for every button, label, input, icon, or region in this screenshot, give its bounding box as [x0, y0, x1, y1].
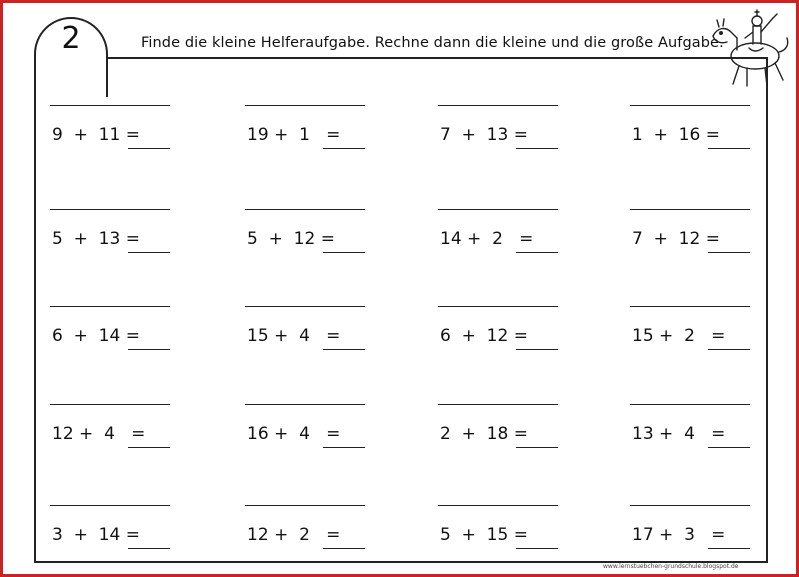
- answer-line[interactable]: [708, 148, 750, 149]
- helper-task-line[interactable]: [630, 404, 750, 405]
- answer-line[interactable]: [516, 349, 558, 350]
- answer-line[interactable]: [128, 447, 170, 448]
- task-cell: [50, 306, 180, 366]
- task-cell: [245, 306, 375, 366]
- answer-line[interactable]: [516, 252, 558, 253]
- answer-line[interactable]: [323, 447, 365, 448]
- helper-task-line[interactable]: [438, 306, 558, 307]
- helper-task-line[interactable]: [245, 105, 365, 106]
- helper-task-line[interactable]: [245, 505, 365, 506]
- answer-line[interactable]: [708, 252, 750, 253]
- answer-line[interactable]: [128, 349, 170, 350]
- task-cell: [438, 105, 568, 165]
- helper-task-line[interactable]: [245, 306, 365, 307]
- footer-credit: www.lernstuebchen-grundschule.blogspot.de: [603, 563, 739, 570]
- helper-task-line[interactable]: [438, 105, 558, 106]
- answer-line[interactable]: [708, 447, 750, 448]
- helper-task-line[interactable]: [50, 505, 170, 506]
- knight-horse-icon: [703, 8, 793, 93]
- task-number: 2: [61, 21, 81, 56]
- task-cell: [438, 404, 568, 464]
- answer-line[interactable]: [516, 548, 558, 549]
- task-cell: [245, 105, 375, 165]
- task-cell: [630, 105, 760, 165]
- task-cell: [50, 505, 180, 565]
- equation-text: 6 + 14 =: [52, 326, 140, 346]
- answer-line[interactable]: [516, 447, 558, 448]
- helper-task-line[interactable]: [245, 209, 365, 210]
- helper-task-line[interactable]: [50, 105, 170, 106]
- equation-text: 15 + 4 =: [247, 326, 341, 346]
- answer-line[interactable]: [323, 548, 365, 549]
- task-cell: [50, 404, 180, 464]
- equation-text: 3 + 14 =: [52, 525, 140, 545]
- equation-text: 17 + 3 =: [632, 525, 726, 545]
- answer-line[interactable]: [323, 349, 365, 350]
- helper-task-line[interactable]: [245, 404, 365, 405]
- helper-task-line[interactable]: [50, 306, 170, 307]
- equation-text: 14 + 2 =: [440, 229, 534, 249]
- equation-text: 19 + 1 =: [247, 125, 341, 145]
- task-cell: [245, 505, 375, 565]
- equation-text: 6 + 12 =: [440, 326, 528, 346]
- helper-task-line[interactable]: [630, 505, 750, 506]
- task-cell: [438, 306, 568, 366]
- task-cell: [630, 505, 760, 565]
- equation-text: 9 + 11 =: [52, 125, 140, 145]
- task-cell: [630, 306, 760, 366]
- task-cell: [438, 209, 568, 269]
- task-cell: [245, 404, 375, 464]
- helper-task-line[interactable]: [50, 209, 170, 210]
- helper-task-line[interactable]: [438, 404, 558, 405]
- instruction-text: Finde die kleine Helferaufgabe. Rechne dann die kleine und die große Aufgabe.: [141, 35, 724, 51]
- equation-text: 7 + 12 =: [632, 229, 720, 249]
- helper-task-line[interactable]: [438, 505, 558, 506]
- task-cell: [50, 209, 180, 269]
- helper-task-line[interactable]: [630, 306, 750, 307]
- task-cell: [50, 105, 180, 165]
- helper-task-line[interactable]: [630, 105, 750, 106]
- equation-text: 12 + 2 =: [247, 525, 341, 545]
- task-cell: [438, 505, 568, 565]
- equation-text: 5 + 12 =: [247, 229, 335, 249]
- task-cell: [630, 209, 760, 269]
- answer-line[interactable]: [323, 148, 365, 149]
- equation-text: 1 + 16 =: [632, 125, 720, 145]
- equation-text: 5 + 13 =: [52, 229, 140, 249]
- task-cell: [630, 404, 760, 464]
- equation-text: 5 + 15 =: [440, 525, 528, 545]
- answer-line[interactable]: [708, 548, 750, 549]
- helper-task-line[interactable]: [630, 209, 750, 210]
- equation-text: 7 + 13 =: [440, 125, 528, 145]
- answer-line[interactable]: [708, 349, 750, 350]
- equation-text: 2 + 18 =: [440, 424, 528, 444]
- task-cell: [245, 209, 375, 269]
- equation-text: 15 + 2 =: [632, 326, 726, 346]
- equation-text: 12 + 4 =: [52, 424, 146, 444]
- answer-line[interactable]: [128, 252, 170, 253]
- equation-text: 16 + 4 =: [247, 424, 341, 444]
- equation-text: 13 + 4 =: [632, 424, 726, 444]
- helper-task-line[interactable]: [50, 404, 170, 405]
- answer-line[interactable]: [323, 252, 365, 253]
- answer-line[interactable]: [128, 148, 170, 149]
- helper-task-line[interactable]: [438, 209, 558, 210]
- answer-line[interactable]: [516, 148, 558, 149]
- answer-line[interactable]: [128, 548, 170, 549]
